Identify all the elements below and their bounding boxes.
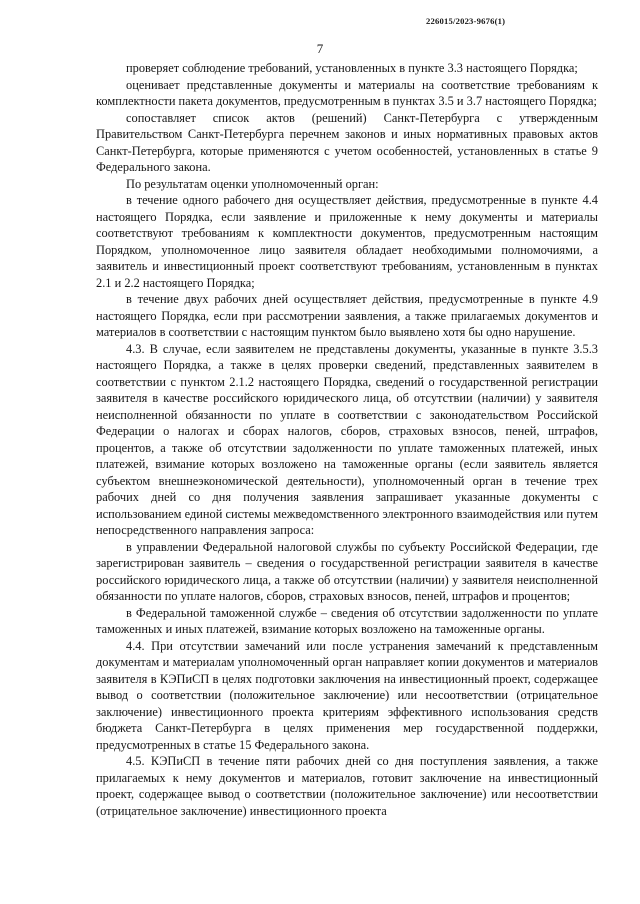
paragraph-tax-service: в управлении Федеральной налоговой службы по субъекту Российской Федерации, где зарегистрирован заявитель – сведения о государственной регистрации заявителя в качестве российского юридического лица, а также об отсутствии (наличии) у заявителя неисполненной обязанности по уплате налогов, сборов, страховых взносов, пеней, штрафов и процентов; [96, 539, 598, 603]
paragraph-clause-4-3: 4.3. В случае, если заявителем не представлены документы, указанные в пункте 3.5.3 настоящего Порядка, а также в целях проверки сведений, представленных заявителем в соответствии с пунктом 2.1.2 настоящего Порядка, сведений о государственной регистрации заявителя в качестве российского юридического лица, об отсутствии (наличии) у заявителя неисполненной обязанности по уплате в соответствии с законодательством Российской Федерации о налогах и сборах налогов, сборов, страховых взносов, пеней, штрафов, процентов, а также об отсутствии задолженности по уплате таможенных платежей, иных платежей, взимание которых возложено на таможенные органы (если заявитель является субъектом внешнеэкономической деятельности), уполномоченный орган в течение трех рабочих дней со дня получения заявления запрашивает указанные документы с использованием единой системы межведомственного электронного взаимодействия или путем непосредственного направления запроса: [96, 341, 598, 537]
paragraph-customs-service: в Федеральной таможенной службе – сведения об отсутствии задолженности по уплате таможенных и иных платежей, взимание которых возложено на таможенные органы. [96, 605, 598, 636]
page-number: 7 [316, 41, 324, 56]
paragraph-check-requirements: проверяет соблюдение требований, установленных в пункте 3.3 настоящего Порядка; [126, 61, 578, 75]
document-registration-number: 226015/2023-9676(1) [426, 16, 506, 26]
paragraph-clause-4-4: 4.4. При отсутствии замечаний или после устранения замечаний к представленным документам и материалам уполномоченный орган направляет копии документов и материалов заявителя в КЭПиСП в целях подготовки заключения на инвестиционный проект, содержащее вывод о соответствии (положительное заключение) или несоответствии (отрицательное заключение) инвестиционного проекта критериям эффективного использования средств бюджета Санкт-Петербурга в целях применения мер государственной поддержки, предусмотренных в статье 15 Федерального закона. [96, 638, 598, 752]
paragraph-compare-acts: сопоставляет список актов (решений) Санкт-Петербурга с утвержденным Правительством Санкт-Петербурга перечнем законов и иных нормативных правовых актов Санкт-Петербурга, которые применяются с учетом особенностей, установленных в статье 9 Федерального закона. [96, 110, 598, 174]
paragraph-two-working-days: в течение двух рабочих дней осуществляет действия, предусмотренные в пункте 4.9 настоящего Порядка, если при рассмотрении заявления, а также прилагаемых документов и материалов в соответствии с настоящим пунктом было выявлено хотя бы одно нарушение. [96, 292, 598, 339]
paragraph-one-working-day: в течение одного рабочего дня осуществляет действия, предусмотренные в пункте 4.4 настоящего Порядка, если заявление и приложенные к нему документы и материалы соответствуют требованиям к комплектности документов, предусмотренным настоящим Порядком, уполномоченное лицо заявителя обладает необходимыми полномочиями, а заявитель и инвестиционный проект соответствуют требованиям, установленным в пунктах 2.1 и 2.2 настоящего Порядка; [96, 193, 598, 290]
paragraph-clause-4-5: 4.5. КЭПиСП в течение пяти рабочих дней со дня поступления заявления, а также прилагаемых к нему документов и материалов, готовит заключение на инвестиционный проект, содержащее вывод о соответствии (положительное заключение) или несоответствии (отрицательное заключение) инвестиционного проекта [96, 754, 598, 818]
document-body [96, 60, 598, 819]
paragraph-evaluate-documents: оценивает представленные документы и материалы на соответствие требованиям к комплектности пакета документов, предусмотренным в пунктах 3.5 и 3.7 настоящего Порядка; [96, 77, 598, 108]
paragraph-evaluation-results-intro: По результатам оценки уполномоченный орган: [126, 176, 379, 191]
